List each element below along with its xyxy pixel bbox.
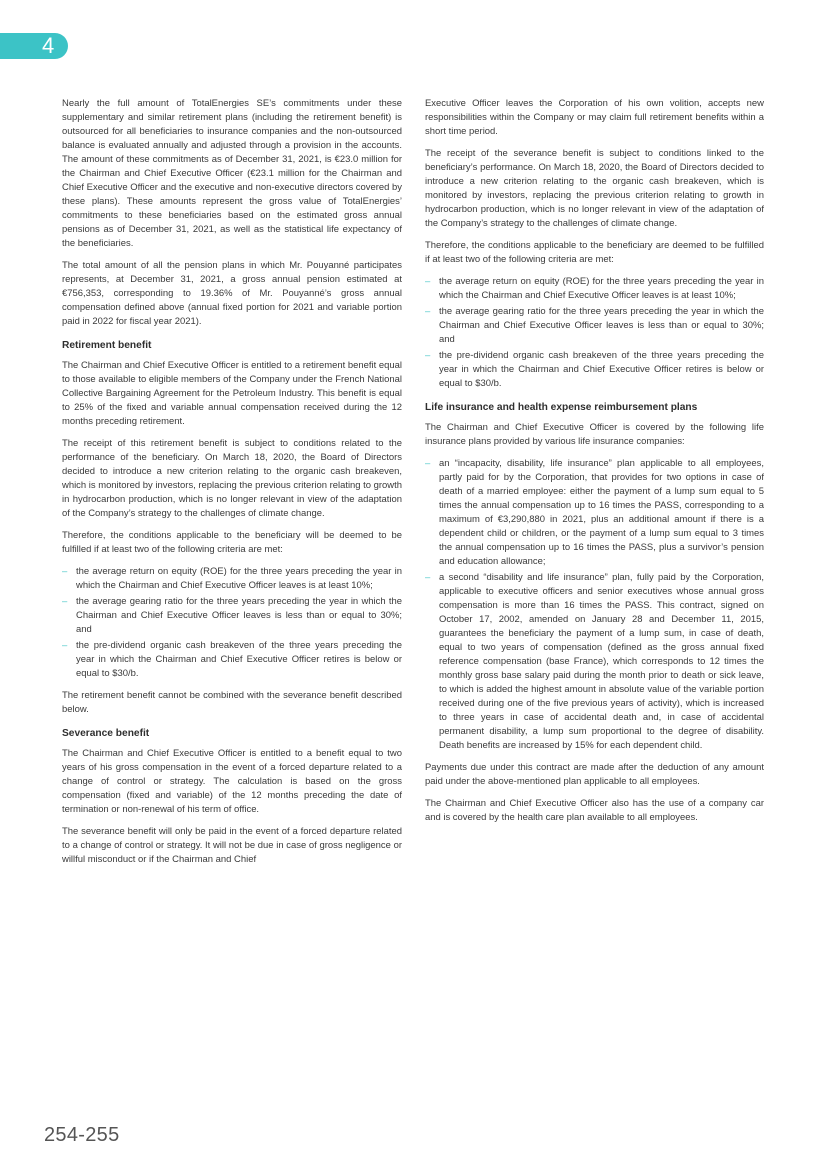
life-insurance-paragraph-3: The Chairman and Chief Executive Officer also has the use of a company car and is covered by the health care plan available to all employees. — [425, 798, 764, 823]
list-item: – the average return on equity (ROE) for the three years preceding the year in which the Chairman and Chief Executive Officer leaves is at least 10%; — [425, 275, 764, 303]
commitments-paragraph: Nearly the full amount of TotalEnergies SE’s commitments under these supplementary and similar retirement plans (including the retirement benefit) is outsourced for all beneficiaries to insurance companies and the non-outsourced balance is evaluated annually and adjusted through a provision in the accounts. The amount of these commitments as of December 31, 2021, is €23.0 million for the Chairman and Chief Executive Officer (€23.1 million for the Chairman and Chief Executive Officer and the executive and non-executive directors covered by these plans). These amounts represent the gross value of TotalEnergies’ commitments to these beneficiaries based on the estimated gross annual pensions as of December 31, 2021, as well as the statistical life expectancy of the beneficiaries. — [62, 98, 402, 249]
pension-total-paragraph: The total amount of all the pension plans in which Mr. Pouyanné participates represents, at December 31, 2021, a gross annual pension estimated at €756,353, corresponding to 19.36% of Mr. Pouyanné’s gross annual compensation defined above (annual fixed portion for 2021 and variable portion paid in 2022 for fiscal year 2021). — [62, 260, 402, 327]
retirement-paragraph-4: The retirement benefit cannot be combined with the severance benefit described below. — [62, 690, 402, 715]
list-item: – the pre-dividend organic cash breakeven of the three years preceding the year in which the Chairman and Chief Executive Officer retires is below or equal to $30/b. — [62, 639, 402, 681]
right-column — [425, 97, 764, 833]
retirement-paragraph-2: The receipt of this retirement benefit is subject to conditions related to the performance of the beneficiary. On March 18, 2020, the Board of Directors decided to introduce a new criterion relating to the organic cash breakeven, which is monitored by investors, replacing the previous criterion relating to growth in hydrocarbon production, which is no longer relevant in view of the adaptation of the Company’s strategy to the challenges of climate change. — [62, 438, 402, 519]
retirement-benefit-heading: Retirement benefit — [62, 340, 152, 351]
severance-continued-paragraph: Executive Officer leaves the Corporation of his own volition, accepts new responsibilities within the Company or may claim full retirement benefits within a short time period. — [425, 98, 764, 137]
retirement-paragraph-1: The Chairman and Chief Executive Officer is entitled to a retirement benefit equal to those available to eligible members of the Company under the French National Collective Bargaining Agreement for the Petroleum Industry. This benefit is equal to 25% of the fixed and variable annual compensation received during the 12 months preceding retirement. — [62, 360, 402, 427]
life-insurance-paragraph-2: Payments due under this contract are made after the deduction of any amount paid under the above-mentioned plan applicable to all employees. — [425, 762, 764, 787]
severance-criteria-intro: Therefore, the conditions applicable to the beneficiary are deemed to be fulfilled if at least two of the following criteria are met: — [425, 240, 764, 265]
chapter-number: 4 — [42, 33, 55, 58]
severance-conditions-paragraph: The receipt of the severance benefit is subject to conditions linked to the beneficiary’s performance. On March 18, 2020, the Board of Directors decided to introduce a new criterion relating to the organic cash breakeven, which is monitored by investors, replacing the previous criterion relating to growth in hydrocarbon production, which is no longer relevant in view of the adaptation of the Company’s strategy to the challenges of climate change. — [425, 148, 764, 229]
retirement-criteria-list — [62, 565, 402, 681]
retirement-paragraph-3: Therefore, the conditions applicable to the beneficiary will be deemed to be fulfilled if at least two of the following criteria are met: — [62, 530, 402, 555]
chapter-tab — [0, 33, 68, 59]
list-item: – the pre-dividend organic cash breakeven of the three years preceding the year in which the Chairman and Chief Executive Officer retires is below or equal to $30/b. — [425, 349, 764, 391]
left-column — [62, 97, 402, 875]
list-item: – an “incapacity, disability, life insurance” plan applicable to all employees, partly paid for by the Corporation, that provides for two options in case of death of a married employee: either the payment of a lump sum equal to 5 times the annual compensation up to 16 times the PASS, corresponding to a maximum of €3,290,880 in 2021, plus an additional amount if there is a dependent child or children, or the payment of a lump sum equal to 3 times the annual compensation up to 16 times the PASS, plus a survivor’s pension and education allowance; — [425, 457, 764, 569]
severance-criteria-list — [425, 275, 764, 391]
severance-paragraph-1: The Chairman and Chief Executive Officer is entitled to a benefit equal to two years of his gross compensation in the event of a forced departure related to a change of control or strategy. The calculation is based on the gross compensation (fixed and variable) of the 12 months preceding the date of termination or non-renewal of his term of office. — [62, 748, 402, 815]
life-insurance-paragraph-1: The Chairman and Chief Executive Officer is covered by the following life insurance plans provided by various life insurance companies: — [425, 422, 764, 447]
severance-benefit-heading: Severance benefit — [62, 728, 150, 739]
severance-paragraph-2: The severance benefit will only be paid in the event of a forced departure related to a change of control or strategy. It will not be due in case of gross negligence or willful misconduct or if the Chairman and Chief — [62, 826, 402, 865]
list-item: – the average gearing ratio for the three years preceding the year in which the Chairman and Chief Executive Officer leaves is less than or equal to 30%; and — [425, 305, 764, 347]
page-number: 254-255 — [44, 1124, 120, 1146]
life-insurance-plans-list — [425, 457, 764, 753]
life-insurance-heading: Life insurance and health expense reimbursement plans — [425, 402, 698, 413]
list-item: – the average gearing ratio for the three years preceding the year in which the Chairman and Chief Executive Officer leaves is less than or equal to 30%; and — [62, 595, 402, 637]
list-item: – the average return on equity (ROE) for the three years preceding the year in which the Chairman and Chief Executive Officer leaves is at least 10%; — [62, 565, 402, 593]
list-item: – a second “disability and life insurance” plan, fully paid by the Corporation, applicable to executive officers and senior executives whose annual gross compensation is more than 16 times the PASS. This contract, signed on October 17, 2002, amended on January 28 and December 11, 2015, guarantees the beneficiary the payment of a lump sum, in case of death, equal to two years of compensation (defined as the gross annual fixed reference compensation (base France), which corresponds to 12 times the monthly gross base salary paid during the month prior to death or sick leave, to which is added the highest amount in absolute value of the variable portion received during one of the five previous years of activity), which is increased to three years in case of accidental death and, in case of accidental permanent disability, a lump sum proportional to the degree of disability. Death benefits are increased by 15% for each dependent child. — [425, 571, 764, 753]
